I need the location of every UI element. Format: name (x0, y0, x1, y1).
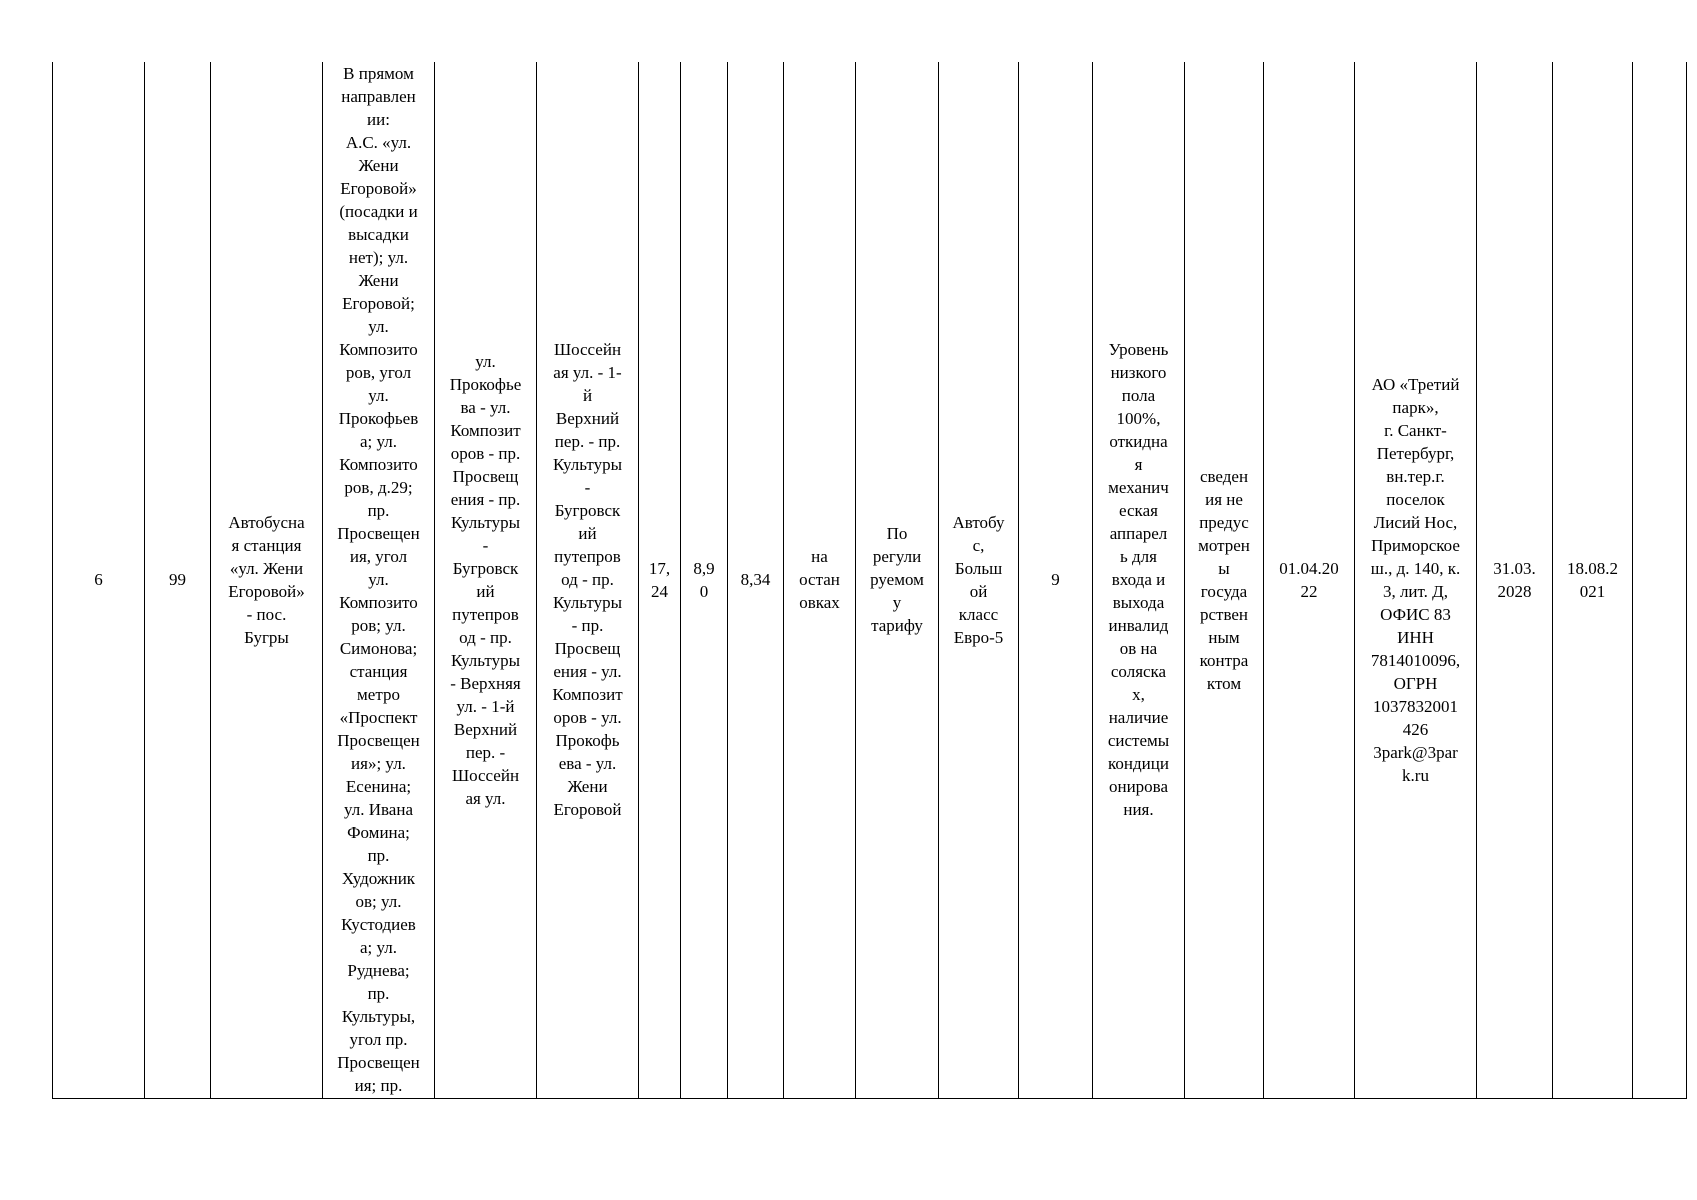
tariff-type-cell (856, 62, 939, 1098)
start-date: 01.04.20 22 (1279, 558, 1339, 601)
streets-backward-cell (537, 62, 639, 1098)
length-forward: 17, 24 (648, 558, 671, 601)
route-name-cell (211, 62, 323, 1098)
boarding-order: на остан овках (799, 547, 840, 613)
length-forward-cell (639, 62, 681, 1098)
length-backward-cell (681, 62, 728, 1098)
end-date-cell (1477, 62, 1553, 1098)
extra-cell (1633, 62, 1687, 1098)
vehicle-type: Автобу с, Больш ой класс Евро-5 (952, 512, 1005, 647)
streets-forward-cell (435, 62, 537, 1098)
row-number-cell (53, 62, 145, 1098)
table-row (53, 62, 1687, 1098)
route-registry-table (52, 62, 1687, 1099)
vehicle-characteristics: Уровень низкого пола 100%, откидна я механич еская аппарел ь для входа и выхода инвалид ов на cоляска х, наличие системы кондици онирова ния. (1107, 340, 1170, 820)
registry-date: 18.08.2 021 (1567, 558, 1618, 601)
route-number: 99 (169, 570, 186, 590)
registry-table-container (52, 62, 1687, 1099)
length-total-cell (728, 62, 784, 1098)
streets-backward: Шоссейн ая ул. - 1- й Верхний пер. - пр. Культуры - Бугровск ий путепров од - пр. Культуры - пр. Просвещ ения - ул. Композит оров - ул. Прокофь ева - ул. Жени Егоровой (552, 340, 623, 820)
vehicle-type-cell (939, 62, 1019, 1098)
registry-date-cell (1553, 62, 1633, 1098)
tariff-type: По регули руемом у тарифу (870, 524, 924, 636)
carrier-cell (1355, 62, 1477, 1098)
vehicle-count: 9 (1051, 570, 1060, 590)
contract-info-cell (1185, 62, 1264, 1098)
row-number: 6 (94, 570, 103, 590)
vehicle-count-cell (1019, 62, 1093, 1098)
carrier-info: АО «Третий парк», г. Санкт- Петербург, вн.тер.г. поселок Лисий Нос, Приморское ш., д. 140, к. 3, лит. Д, ОФИС 83 ИНН 7814010096, ОГРН 1037832001 426 3park@3par k.ru (1370, 374, 1461, 785)
route-number-cell (145, 62, 211, 1098)
contract-info: сведен ия не предус мотрен ы госуда рствен ным контра ктом (1198, 466, 1250, 693)
length-total: 8,34 (740, 570, 771, 590)
stops-forward: В прямом направлен ии: А.С. «ул. Жени Егоровой» (посадки и высадки нет); ул. Жени Егоровой; ул. Композито ров, угол ул. Прокофьев а; ул. Композито ров, д.29; пр. Просвещен ия, угол ул. Композито ров; ул. Симонова; станция метро «Проспект Просвещен ия»; ул. Есенина; ул. Ивана Фомина; пр. Художник ов; ул. Кустодиев а; ул. Руднева; пр. Культуры, угол пр. Просвещен ия; пр. (337, 64, 420, 1095)
length-backward: 8,9 0 (693, 558, 715, 601)
start-date-cell (1264, 62, 1355, 1098)
streets-forward: ул. Прокофье ва - ул. Композит оров - пр. Просвещ ения - пр. Культуры - Бугровск ий путепров од - пр. Культуры - Верхняя ул. - 1-й Верхний пер. - Шоссейн ая ул. (449, 351, 522, 808)
vehicle-characteristics-cell (1093, 62, 1185, 1098)
stops-forward-cell (323, 62, 435, 1098)
end-date: 31.03. 2028 (1493, 558, 1536, 601)
boarding-order-cell (784, 62, 856, 1098)
route-name: Автобусна я станция «ул. Жени Егоровой» - пос. Бугры (228, 512, 305, 647)
